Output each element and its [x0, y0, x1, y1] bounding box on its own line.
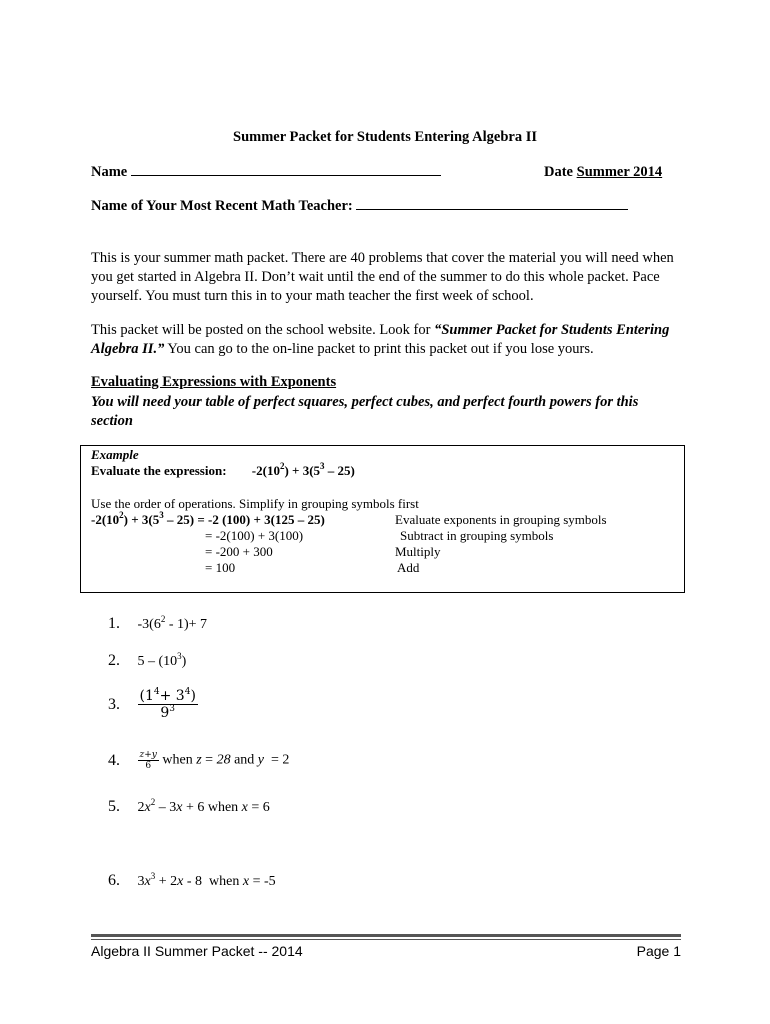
page-footer [91, 943, 681, 959]
example-instruction: Use the order of operations. Simplify in grouping symbols first [91, 496, 419, 511]
problem-3 [108, 688, 198, 721]
problem-5 [108, 798, 270, 816]
intro-paragraph-1: This is your summer math packet. There are 40 problems that cover the material you will need when you get started in Algebra II. Don’t wait until the end of the summer to do this whole packet. Pace yourself. You must turn this in to your math teacher the first week of school. [91, 250, 674, 304]
problem-number: 1. [108, 615, 120, 632]
problem-condition: when z = 28 and y = 2 [162, 752, 290, 768]
problem-number: 6. [108, 872, 120, 889]
packet-name: “Summer Packet for Students Entering Algebra II.” [91, 322, 670, 357]
example-label: Example [91, 447, 139, 462]
date-label: Date [544, 164, 573, 180]
page-number: Page 1 [636, 943, 681, 959]
problem-6 [108, 872, 276, 890]
example-note-4: Add [397, 560, 420, 575]
example-step-4: = 100 [205, 560, 236, 575]
example-note-1: Evaluate exponents in grouping symbols [395, 512, 607, 527]
example-prompt: Evaluate the expression: [91, 463, 227, 478]
section-subheading: You will need your table of perfect squares, perfect cubes, and perfect fourth powers for this section [91, 394, 639, 429]
example-step-3: = -200 + 300 [205, 544, 273, 559]
problem-expression: $-3(6^2 - 1)+ 7$ [137, 614, 208, 632]
example-step-2: = -2(100) + 3(100) [205, 528, 304, 543]
example-step-1: $-2(10^2) + 3(5^3 - 25) = -2$ (100) + 3(125 – 25) [91, 510, 325, 527]
problem-fraction: $\frac{z+y}{6}$ [139, 750, 157, 771]
problem-number: 2. [108, 652, 120, 669]
teacher-row [91, 198, 628, 215]
name-label: Name [91, 164, 128, 180]
date-row [544, 164, 662, 181]
date-value: Summer 2014 [576, 164, 663, 180]
intro-p2-text: This packet will be posted on the school website. Look for [91, 322, 435, 338]
problem-expression: $2x^2 - 3x + 6$ when x = 6 [137, 797, 270, 815]
problem-number: 5. [108, 798, 120, 815]
name-row [91, 164, 441, 181]
problem-2 [108, 652, 186, 670]
problem-fraction: $\frac{(1^4+ 3^4)}{9^3}$ [139, 687, 196, 721]
teacher-label: Name of Your Most Recent Math Teacher: [91, 198, 353, 214]
problem-expression: $3x^3 + 2x - 8$ when x = -5 [137, 871, 276, 889]
section-heading: Evaluating Expressions with Exponents [91, 374, 337, 390]
problem-number: 4. [108, 751, 120, 769]
problem-4 [108, 750, 289, 771]
problem-1 [108, 615, 207, 633]
page-title: Summer Packet for Students Entering Algebra II [233, 129, 537, 145]
footer-title: Algebra II Summer Packet -- 2014 [91, 943, 303, 959]
intro-p2-tail: You can go to the on-line packet to print this packet out if you lose yours. [164, 341, 594, 357]
example-expression: $-2(10^2) + 3(5^3 - 25)$ [251, 461, 355, 478]
name-field[interactable] [131, 175, 441, 176]
example-prompt-row [91, 463, 355, 479]
problem-number: 3. [108, 695, 120, 713]
footer-rule [91, 934, 681, 937]
example-box [80, 445, 685, 593]
example-note-3: Multiply [395, 544, 441, 559]
teacher-field[interactable] [356, 209, 628, 210]
footer-rule-thin [91, 939, 681, 940]
intro-paragraph-2 [91, 321, 691, 359]
problem-expression: $5 - (10^3)$ [137, 651, 187, 669]
example-note-2: Subtract in grouping symbols [400, 528, 554, 543]
